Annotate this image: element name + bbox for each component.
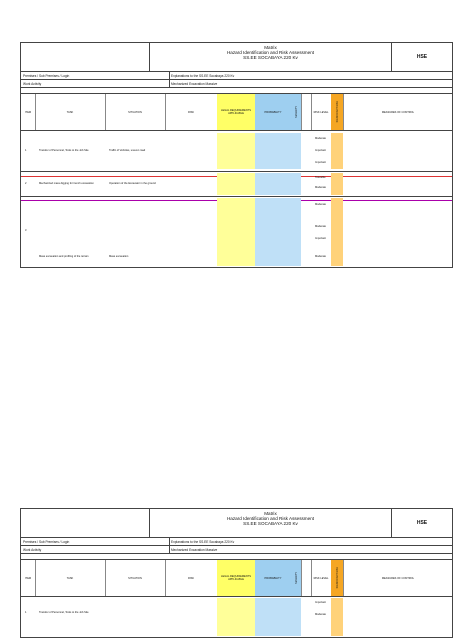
row-item: 2 [25,182,27,185]
col-probability: PROBABILITY [255,560,292,596]
col-risk-level: RISK LEVEL [311,560,332,596]
risk-level-label: Moderate [315,255,326,258]
risk-level-label: Moderate [315,613,326,616]
col-control: MEASURES OF CONTROL [381,110,415,114]
significant-label: SIGNIFICANT RISK [335,567,339,589]
severity-label: SEVERITY [294,572,298,584]
col-risk: RISK [165,560,218,596]
divider [169,72,170,79]
row-situation: Mass excavation [109,255,129,258]
row-task: Mechanized mass digging for trench excavation [39,182,94,185]
col-legal: LEGAL REQUIREMENTS APPLICABLE [217,94,256,130]
col-item: ITEM [21,94,36,130]
title-line-1: Matrix [264,511,277,516]
prob-fill [255,598,301,636]
hse-badge: HSE [391,509,452,537]
table-row [20,172,453,197]
sig-fill [331,598,343,636]
premises-label: Premises / Sub Premises / Login [23,73,70,78]
title-line-3: SS.EE SOCABAYA 220 Kv [243,521,298,527]
premises-value: Explanations to the SS.EE Socabaya 220 Kv [171,73,235,78]
row-item: 1 [25,149,27,152]
legal-fill [217,598,255,636]
logo-cell [21,509,150,537]
prob-fill [255,198,301,266]
divider [169,546,170,553]
col-situation: SITUATION [105,94,166,130]
prob-fill [255,173,301,195]
legal-fill [217,198,255,266]
premises-value: Explanations to the SS.EE Socabaya 220 Kv [171,539,235,544]
table-header [20,94,453,131]
col-risk-level: RISK LEVEL [311,94,332,130]
divider [169,538,170,545]
sig-fill [331,198,343,266]
title-line-2: Hazard Identification and Risk Assessment [226,516,315,522]
col-task: TASK [35,560,106,596]
divider [169,80,170,87]
risk-level-label: Important [315,161,326,164]
sig-fill [331,173,343,195]
risk-level-label: Tolerable [315,176,326,179]
table-header [20,560,453,597]
document-title [150,511,391,527]
row-item: 3 [25,229,27,232]
logo-cell [21,43,150,71]
risk-level-label: Moderate [315,203,326,206]
hse-badge: HSE [391,43,452,71]
risk-level-label: Moderate [315,225,326,228]
legal-fill [217,133,255,169]
col-probability: PROBABILITY [255,94,292,130]
table-row [20,197,453,268]
document-title [150,45,391,61]
row-task: Transfer of Personnel, Tools to the Job Site [39,149,89,152]
row-item: 1 [25,611,27,614]
premises-label: Premises / Sub Premises / Login [23,539,70,544]
row-situation: Operation of the Excavator in the ground [109,182,156,185]
risk-level-label: Important [315,237,326,240]
work-activity-label: Work Activity [23,81,42,86]
document-page-1 [20,42,453,272]
document-header [20,42,453,72]
work-activity-value: Mechanized Excavation Massive [171,81,218,86]
premises-row [20,538,453,546]
risk-level-label: Moderate [315,137,326,140]
legal-fill [217,173,255,195]
document-header [20,508,453,538]
prob-fill [255,133,301,169]
row-task: Transfer of Personnel, Tools to the Job Site [39,611,89,614]
col-risk: RISK [165,94,218,130]
row-situation: Traffic of Vehicles, uneven road [109,149,146,152]
col-situation: SITUATION [105,560,166,596]
table-row [20,131,453,172]
work-activity-row [20,80,453,88]
col-control: MEASURES OF CONTROL [381,576,415,580]
risk-level-label: Moderate [315,186,326,189]
severity-label: SEVERITY [294,106,298,118]
work-activity-label: Work Activity [23,547,42,552]
work-activity-row [20,546,453,554]
title-line-2: Hazard Identification and Risk Assessment [226,50,315,56]
col-legal: LEGAL REQUIREMENTS APPLICABLE [217,560,256,596]
risk-level-label: Important [315,149,326,152]
premises-row [20,72,453,80]
document-page-2 [20,508,453,632]
significant-label: SIGNIFICANT RISK [335,101,339,123]
col-item: ITEM [21,560,36,596]
risk-level-label: Important [315,601,326,604]
col-task: TASK [35,94,106,130]
sig-fill [331,133,343,169]
title-line-3: SS.EE SOCABAYA 220 Kv [243,55,298,61]
title-line-1: Matrix [264,45,277,50]
row-task: Mass excavation and profiling of the terrain [39,255,89,258]
work-activity-value: Mechanized Excavation Massive [171,547,218,552]
